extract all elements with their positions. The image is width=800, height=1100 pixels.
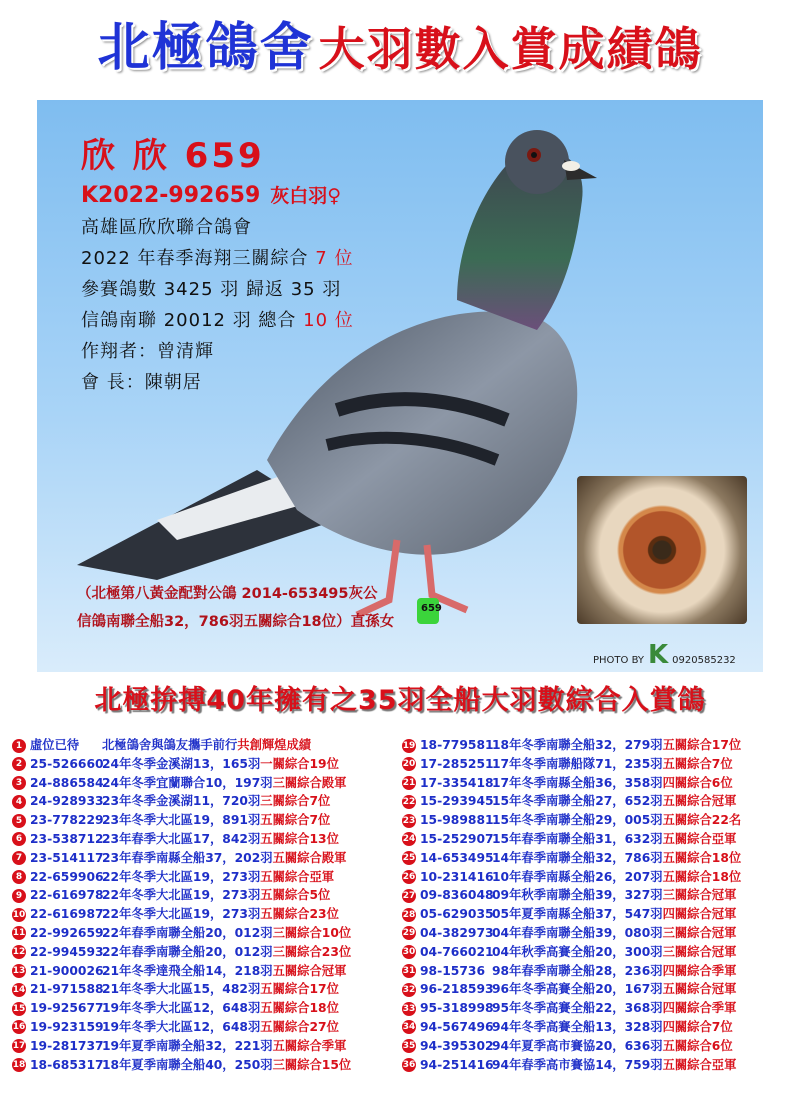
achievement: 四關綜合季軍 bbox=[662, 1001, 737, 1016]
results-list-right bbox=[402, 736, 794, 1074]
ring-id: 23-538712 bbox=[30, 831, 104, 846]
ring-id: 94-251416 bbox=[420, 1057, 494, 1072]
row-number-badge: 34 bbox=[402, 1022, 416, 1033]
race-description: 18年夏季南聯全船40，250羽 bbox=[102, 1057, 273, 1072]
result-row bbox=[402, 1056, 794, 1075]
ring-number: K2022-992659 bbox=[81, 183, 261, 208]
result-row bbox=[12, 1056, 404, 1075]
ring-id: 94-567496 bbox=[420, 1019, 494, 1034]
result-row bbox=[402, 811, 794, 830]
result-row bbox=[402, 980, 794, 999]
row-number-badge: 15 bbox=[12, 1003, 26, 1014]
achievement: 五關綜合22名 bbox=[662, 813, 742, 828]
result-row bbox=[12, 1037, 404, 1056]
achievement: 五關綜合13位 bbox=[260, 831, 339, 846]
race-result-c: 信鴿南聯 20012 羽 總合 10 位 bbox=[81, 310, 354, 331]
race-description: 14年春季南聯全船32，786羽 bbox=[492, 850, 663, 865]
race-description: 18年冬季南聯全船32，279羽 bbox=[492, 738, 663, 752]
result-row bbox=[402, 886, 794, 905]
result-row bbox=[402, 999, 794, 1018]
result-row bbox=[402, 868, 794, 887]
pedigree-note bbox=[77, 580, 394, 636]
achievement: 一關綜合19位 bbox=[260, 756, 339, 771]
row-number-badge: 16 bbox=[12, 1022, 26, 1033]
ring-id: 24-928933 bbox=[30, 794, 104, 809]
result-row bbox=[12, 886, 404, 905]
ring-id: 14-653495 bbox=[420, 850, 494, 865]
row-number-badge: 9 bbox=[12, 889, 26, 903]
achievement: 五關綜合殿軍 bbox=[272, 850, 347, 865]
result-row bbox=[12, 736, 404, 755]
race-description: 23年春季南縣全船37，202羽 bbox=[102, 850, 273, 865]
achievement: 四關綜合季軍 bbox=[662, 963, 737, 978]
achievement: 五關綜合7位 bbox=[662, 756, 733, 771]
achievement: 五關綜合7位 bbox=[260, 813, 331, 828]
row-number-badge: 35 bbox=[402, 1041, 416, 1052]
row-number-badge: 30 bbox=[402, 947, 416, 958]
ring-id: 04-766021 bbox=[420, 944, 494, 959]
result-row bbox=[12, 811, 404, 830]
ring-id: 25-526660 bbox=[30, 756, 104, 771]
result-row bbox=[12, 962, 404, 981]
ring-id: 05-629035 bbox=[420, 907, 494, 922]
row-number-badge: 25 bbox=[402, 853, 416, 864]
photographer-logo: K bbox=[648, 640, 669, 670]
race-description: 21年冬季大北區15，482羽 bbox=[102, 982, 261, 997]
result-row bbox=[402, 774, 794, 793]
row-number-badge: 31 bbox=[402, 966, 416, 977]
achievement: 五關綜合18位 bbox=[260, 1001, 339, 1016]
row-number-badge: 8 bbox=[12, 870, 26, 884]
race-description: 15年冬季南聯全船27，652羽 bbox=[492, 794, 663, 809]
ring-id: 09-836048 bbox=[420, 888, 494, 903]
result-row bbox=[402, 792, 794, 811]
achievement: 五關綜合亞軍 bbox=[662, 831, 737, 846]
ring-id: 21-971588 bbox=[30, 982, 104, 997]
race-result-a: 2022 年春季海翔三關綜合 7 位 bbox=[81, 248, 354, 269]
ring-id: 19-923159 bbox=[30, 1019, 104, 1034]
race-description: 10年春季南縣全船26，207羽 bbox=[492, 869, 663, 884]
result-row bbox=[12, 905, 404, 924]
ring-id: 94-395302 bbox=[420, 1038, 494, 1053]
result-row bbox=[12, 1018, 404, 1037]
race-result-b: 參賽鴿數 3425 羽 歸返 35 羽 bbox=[81, 279, 342, 300]
ring-id: 24-886584 bbox=[30, 775, 104, 790]
result-row bbox=[12, 755, 404, 774]
race-description: 94年春季高市賽協14，759羽 bbox=[492, 1057, 663, 1072]
ring-id: 18-779581 bbox=[420, 738, 494, 752]
ring-id: 22-992659 bbox=[30, 925, 104, 940]
row-number-badge: 10 bbox=[12, 909, 26, 920]
achievement: 五關綜合27位 bbox=[260, 1019, 339, 1034]
row-number-badge: 3 bbox=[12, 776, 26, 790]
result-row bbox=[402, 849, 794, 868]
row-number-badge: 23 bbox=[402, 815, 416, 826]
race-description: 96年冬季高賽全船20，167羽 bbox=[492, 982, 663, 997]
row-number-badge: 33 bbox=[402, 1003, 416, 1014]
photographer-phone: 0920585232 bbox=[672, 655, 736, 666]
result-row bbox=[12, 868, 404, 887]
race-description: 98年春季南聯全船28，236羽 bbox=[492, 963, 663, 978]
achievement: 五關綜合6位 bbox=[662, 1038, 733, 1053]
ring-id: 96-218593 bbox=[420, 982, 494, 997]
results-list-left bbox=[12, 736, 404, 1074]
ring-id: 17-285251 bbox=[420, 756, 494, 771]
achievement: 三關綜合10位 bbox=[272, 925, 352, 940]
result-row bbox=[12, 774, 404, 793]
result-row bbox=[12, 849, 404, 868]
feather-color: 灰白羽♀ bbox=[270, 185, 342, 207]
ring-id: 15-252907 bbox=[420, 831, 494, 846]
poster-title: 大羽數入賞成績鴿 bbox=[318, 22, 703, 76]
achievement: 五關綜合18位 bbox=[662, 850, 742, 865]
ring-id: 22-616987 bbox=[30, 907, 104, 922]
ring-id: 18-685317 bbox=[30, 1057, 104, 1072]
race-description: 94年夏季高市賽協20，636羽 bbox=[492, 1038, 663, 1053]
race-description: 17年冬季南縣全船36，358羽 bbox=[492, 775, 663, 790]
achievement: 五關綜合23位 bbox=[260, 907, 339, 922]
row-number-badge: 36 bbox=[402, 1060, 416, 1071]
race-description: 24年冬季金溪湖13，165羽 bbox=[102, 756, 261, 771]
achievement: 三關綜合冠軍 bbox=[662, 888, 737, 903]
race-description: 19年冬季大北區12，648羽 bbox=[102, 1001, 261, 1016]
ring-id: 虛位已待 bbox=[30, 738, 80, 752]
ring-id: 95-318998 bbox=[420, 1001, 494, 1016]
achievement: 共創輝煌成績 bbox=[237, 738, 312, 752]
pedigree-line-2: 信鴿南聯全船32，786羽五關綜合18位）直孫女 bbox=[77, 614, 395, 630]
result-row bbox=[402, 1018, 794, 1037]
achievement: 四關綜合冠軍 bbox=[662, 907, 737, 922]
race-description: 22年冬季大北區19，273羽 bbox=[102, 888, 261, 903]
race-description: 22年冬季大北區19，273羽 bbox=[102, 869, 261, 884]
achievement: 五關綜合冠軍 bbox=[662, 794, 737, 809]
race-description: 23年冬季金溪湖11，720羽 bbox=[102, 794, 261, 809]
president-name: 會 長：陳朝居 bbox=[81, 372, 202, 393]
result-row bbox=[402, 1037, 794, 1056]
row-number-badge: 17 bbox=[12, 1041, 26, 1052]
achievement: 三關綜合殿軍 bbox=[272, 775, 347, 790]
pigeon-photo-panel bbox=[37, 100, 763, 672]
row-number-badge: 21 bbox=[402, 778, 416, 789]
pedigree-line-1: （北極第八黃金配對公鴿 2014-653495灰公 bbox=[77, 586, 378, 602]
ring-id: 22-659906 bbox=[30, 869, 104, 884]
row-number-badge: 27 bbox=[402, 890, 416, 901]
race-description: 95年冬季高賽全船22，368羽 bbox=[492, 1001, 663, 1016]
row-number-badge: 7 bbox=[12, 851, 26, 865]
row-number-badge: 11 bbox=[12, 928, 26, 939]
race-description: 19年冬季大北區12，648羽 bbox=[102, 1019, 261, 1034]
ring-id: 19-281737 bbox=[30, 1038, 104, 1053]
eye-closeup-photo bbox=[577, 476, 747, 624]
race-description: 94年冬季高賽全船13，328羽 bbox=[492, 1019, 663, 1034]
race-c-rank: 10 位 bbox=[303, 310, 354, 331]
race-description: 21年冬季達飛全船14，218羽 bbox=[102, 963, 273, 978]
ring-id: 04-382973 bbox=[420, 925, 494, 940]
achievement: 三關綜合冠軍 bbox=[662, 925, 737, 940]
achievement: 五關綜合亞軍 bbox=[662, 1057, 737, 1072]
photo-credit-label: PHOTO BY bbox=[593, 655, 645, 666]
achievement: 四關綜合7位 bbox=[662, 1019, 733, 1034]
race-description: 24年冬季宜蘭聯合10，197羽 bbox=[102, 775, 273, 790]
row-number-badge: 24 bbox=[402, 834, 416, 845]
achievement: 五關綜合17位 bbox=[260, 982, 339, 997]
ring-id: 22-994593 bbox=[30, 944, 104, 959]
row-number-badge: 22 bbox=[402, 796, 416, 807]
result-row bbox=[402, 943, 794, 962]
race-description: 23年春季大北區17，842羽 bbox=[102, 831, 261, 846]
race-description: 04年春季南聯全船39，080羽 bbox=[492, 925, 663, 940]
achievement: 五關綜合17位 bbox=[662, 738, 742, 752]
row-number-badge: 18 bbox=[12, 1060, 26, 1071]
achievement: 四關綜合6位 bbox=[662, 775, 733, 790]
bird-name: 欣 欣 659 bbox=[81, 136, 265, 176]
row-number-badge: 12 bbox=[12, 947, 26, 958]
result-row bbox=[402, 736, 794, 755]
race-description: 22年冬季大北區19，273羽 bbox=[102, 907, 261, 922]
achievement: 三關綜合冠軍 bbox=[662, 944, 737, 959]
ring-id: 15-293945 bbox=[420, 794, 494, 809]
race-description: 09年秋季南聯全船39，327羽 bbox=[492, 888, 663, 903]
achievement: 三關綜合15位 bbox=[272, 1057, 352, 1072]
race-description: 22年春季南聯全船20，012羽 bbox=[102, 944, 273, 959]
result-row bbox=[402, 962, 794, 981]
achievement: 五關綜合冠軍 bbox=[662, 982, 737, 997]
row-number-badge: 28 bbox=[402, 909, 416, 920]
ring-id: 19-925677 bbox=[30, 1001, 104, 1016]
row-number-badge: 32 bbox=[402, 984, 416, 995]
ring-id: 21-900026 bbox=[30, 963, 104, 978]
ring-id: 23-514117 bbox=[30, 850, 104, 865]
row-number-badge: 4 bbox=[12, 795, 26, 809]
achievement: 五關綜合冠軍 bbox=[272, 963, 347, 978]
achievement: 五關綜合5位 bbox=[260, 888, 331, 903]
row-number-badge: 1 bbox=[12, 739, 26, 753]
row-number-badge: 14 bbox=[12, 984, 26, 995]
result-row bbox=[12, 924, 404, 943]
race-description: 17年冬季南聯船隊71，235羽 bbox=[492, 756, 663, 771]
row-number-badge: 2 bbox=[12, 757, 26, 771]
poster-header bbox=[0, 8, 800, 88]
ring-id: 10-231416 bbox=[420, 869, 494, 884]
race-description: 22年春季南聯全船20，012羽 bbox=[102, 925, 273, 940]
row-number-badge: 26 bbox=[402, 872, 416, 883]
loft-title: 北極鴿舍 bbox=[97, 18, 314, 78]
result-row bbox=[12, 980, 404, 999]
race-description: 北極鴿舍與鴿友攜手前行 bbox=[102, 738, 238, 752]
club-name: 高雄區欣欣聯合鴿會 bbox=[81, 217, 252, 238]
row-number-badge: 5 bbox=[12, 814, 26, 828]
result-row bbox=[12, 792, 404, 811]
leg-band-number: 659 bbox=[421, 603, 442, 614]
flyer-name: 作翔者：曾清輝 bbox=[81, 341, 214, 362]
achievement: 五關綜合亞軍 bbox=[260, 869, 335, 884]
result-row bbox=[402, 924, 794, 943]
race-description: 15年春季南聯全船31，632羽 bbox=[492, 831, 663, 846]
ring-number-row bbox=[81, 181, 354, 208]
achievement: 三關綜合23位 bbox=[272, 944, 352, 959]
achievement: 五關綜合季軍 bbox=[272, 1038, 347, 1053]
result-row bbox=[402, 905, 794, 924]
race-description: 05年夏季南縣全船37，547羽 bbox=[492, 907, 663, 922]
ring-id: 23-778229 bbox=[30, 813, 104, 828]
row-number-badge: 19 bbox=[402, 740, 416, 751]
row-number-badge: 29 bbox=[402, 928, 416, 939]
ring-id: 17-335418 bbox=[420, 775, 494, 790]
race-a-rank: 7 位 bbox=[315, 248, 354, 269]
achievement: 五關綜合18位 bbox=[662, 869, 742, 884]
row-number-badge: 6 bbox=[12, 832, 26, 846]
race-description: 04年秋季高賽全船20，300羽 bbox=[492, 944, 663, 959]
race-description: 15年冬季南聯全船29，005羽 bbox=[492, 813, 663, 828]
bird-info bbox=[81, 128, 354, 394]
result-row bbox=[12, 830, 404, 849]
race-description: 23年冬季大北區19，891羽 bbox=[102, 813, 261, 828]
row-number-badge: 20 bbox=[402, 759, 416, 770]
achievement: 三關綜合7位 bbox=[260, 794, 331, 809]
result-row bbox=[12, 999, 404, 1018]
row-number-badge: 13 bbox=[12, 966, 26, 977]
photo-credit bbox=[593, 640, 736, 670]
result-row bbox=[12, 943, 404, 962]
ring-id: 15-989881 bbox=[420, 813, 494, 828]
ring-id: 22-616978 bbox=[30, 888, 104, 903]
race-description: 19年夏季南聯全船32，221羽 bbox=[102, 1038, 273, 1053]
result-row bbox=[402, 830, 794, 849]
result-row bbox=[402, 755, 794, 774]
ring-id: 98-15736 bbox=[420, 963, 485, 978]
slogan-banner: 北極拚搏40年擁有之35羽全船大羽數綜合入賞鴿 bbox=[94, 685, 706, 716]
